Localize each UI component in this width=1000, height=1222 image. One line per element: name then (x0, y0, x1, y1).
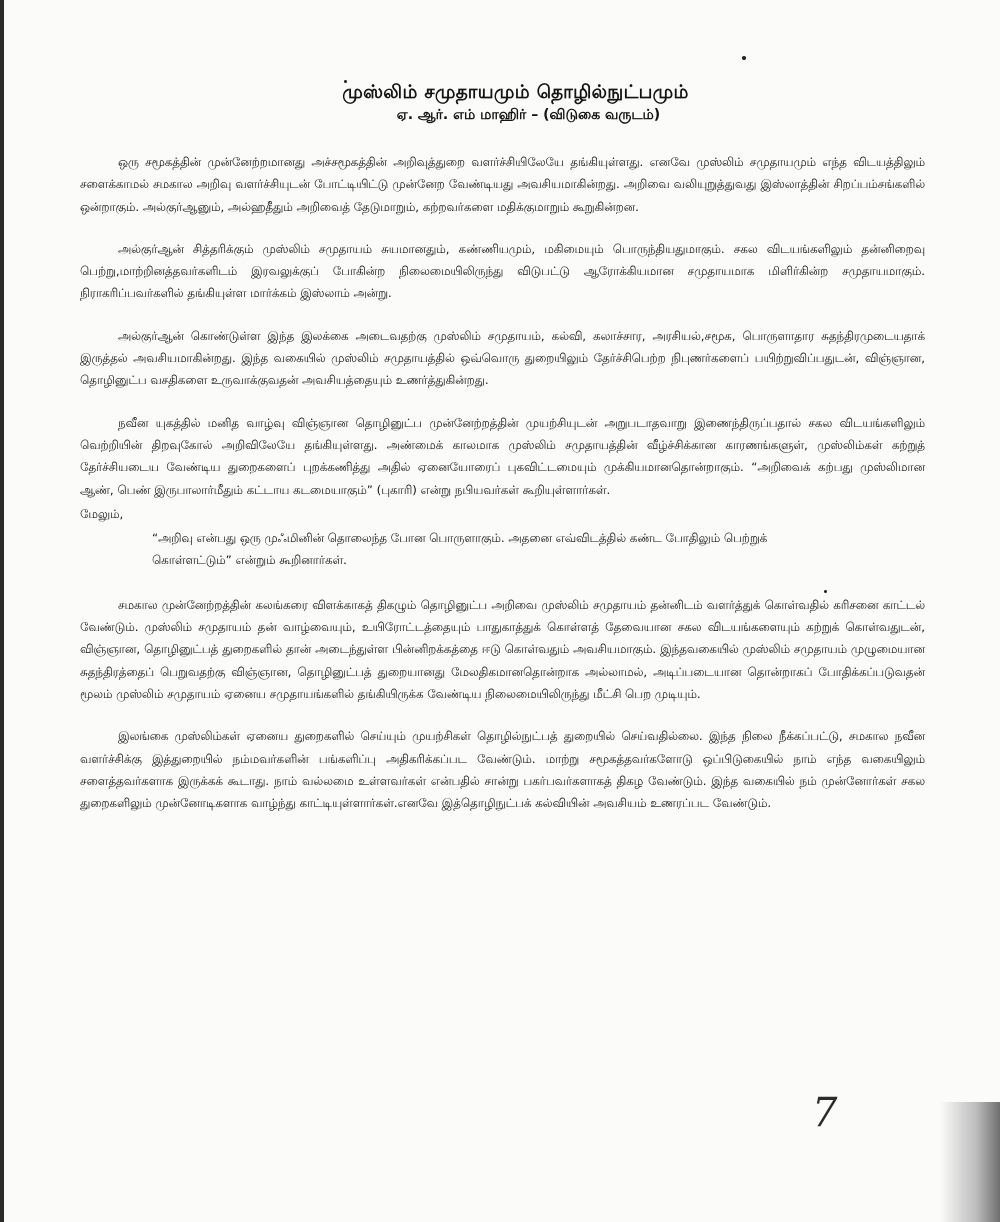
article-title: முஸ்லிம் சமுதாயமும் தொழில்நுட்பமும் (342, 82, 689, 103)
scan-edge (0, 0, 4, 1222)
paragraph-1: ஒரு சமூகத்தின் முன்னேற்றமானது அச்சமூகத்தின் அறிவுத்துறை வளர்ச்சியிலேயே தங்கியுள்ளது. எனவே முஸ்லிம் சமுதாயமும் எந்த விடயத்திலும் சளைக்காமல் சமகால அறிவு வளர்ச்சியுடன் போட்டியிட்டு முன்னேற வேண்டியது அவசியமாகின்றது. அறிவை வலியுறுத்துவது இஸ்லாத்தின் சிறப்பம்சங்களில் ஒன்றாகும். அல்குர்ஆனும், அல்ஹதீதும் அறிவைத் தேடுமாறும், கற்றவர்களை மதிக்குமாறும் கூறுகின்றன. (80, 155, 925, 214)
paragraph-4: நவீன யுகத்தில் மனித வாழ்வு விஞ்ஞான தொழினுட்ப முன்னேற்றத்தின் முயற்சியுடன் அறுபடாதவாறு இணைந்திருப்பதால் சகல விடயங்களிலும் வெற்றியின் திறவுகோல் அறிவிலேயே தங்கியுள்ளது. அண்மைக் காலமாக முஸ்லிம் சமுதாயத்தின் வீழ்ச்சிக்கான காரணங்களுள், முஸ்லிம்கள் கற்றுத் தேர்ச்சியடைய வேண்டிய துறைகளைப் புறக்கணித்து அதில் ஏனையோரைப் புகவிட்டமையும் முக்கியமானதொன்றாகும். “அறிவைக் கற்பது முஸ்லிமான ஆண், பெண் இருபாலார்மீதும் கட்டாய கடமையாகும்” (புகாரி) என்று நபியவர்கள் கூறியுள்ளார்கள். (80, 415, 926, 497)
article (80, 82, 925, 834)
paragraph-7: இலங்கை முஸ்லிம்கள் ஏனைய துறைகளில் செய்யும் முயற்சிகள் தொழில்நுட்பத் துறையில் செய்வதில்லை. இந்த நிலை நீக்கப்பட்டு, சமகால நவீன வளர்ச்சிக்கு இத்துறையில் நம்மவர்களின் பங்களிப்பு அதிகரிக்கப்பட வேண்டும். மாற்று சமூகத்தவர்களோடு ஒப்பிடுகையில் நாம் எந்த வகையிலும் சளைத்தவர்களாக இருக்கக் கூடாது. நாம் வல்லமை உள்ளவர்கள் என்பதில் சான்று பகர்பவர்களாகத் திகழ வேண்டும். இந்த வகையில் நம் முன்னோர்கள் சகல துறைகளிலும் முன்னோடிகளாக வாழ்ந்து காட்டியுள்ளார்கள்.எனவே இத்தொழிநுட்பக் கல்வியின் அவசியம் உணரப்பட வேண்டும். (80, 729, 925, 811)
paragraph-2: அல்குர்ஆன் சித்தரிக்கும் முஸ்லிம் சமுதாயம் சுயமானதும், கண்ணியமும், மகிமையும் பொருந்தியதுமாகும். சகல விடயங்களிலும் தன்னிறைவு பெற்று,மாற்றினத்தவர்களிடம் இரவலுக்குப் போகின்ற நிலைமையிலிருந்து விடுபட்டு ஆரோக்கியமான சமுதாயமாக மிளிர்கின்ற சமுதாயமாகும். நிராகரிப்பவர்களில் தங்கியுள்ள மார்க்கம் இஸ்லாம் அன்று. (80, 241, 925, 301)
scan-speck (742, 56, 746, 60)
paragraph-6: சமகால முன்னேற்றத்தின் கலங்கரை விளக்காகத் திகழும் தொழினுட்ப அறிவை முஸ்லிம் சமுதாயம் தன்னிடம் வளர்த்துக் கொள்வதில் கரிசனை காட்டல் வேண்டும். முஸ்லிம் சமுதாயம் தன் வாழ்வையும், உயிரோட்டத்தையும் பாதுகாத்துக் கொள்ளத் தேவையான சகல விடயங்களையும் கற்றுக் கொள்வதுடன், விஞ்ஞான, தொழினுட்பத் துறைகளில் தான் அடைந்துள்ள பின்னிறக்கத்தை ஈடு கொள்வதும் அவசியமாகும். இந்தவகையில் முஸ்லிம் சமுதாயம் முழுமையான சுதந்திரத்தைப் பெறுவதற்கு விஞ்ஞான, தொழினுட்பத் துறையானது மேலதிகமானதொன்றாக அல்லாமல், அடிப்படையான தொன்றாகப் போதிக்கப்படுவதன் மூலம் முஸ்லிம் சமுதாயம் ஏனைய சமுதாயங்களில் தங்கியிருக்க வேண்டிய நிலைமையிலிருந்து மீட்சி பெற முடியும். (80, 597, 925, 701)
paragraph-3: அல்குர்ஆன் கொண்டுள்ள இந்த இலக்கை அடைவதற்கு முஸ்லிம் சமுதாயம், கல்வி, கலாச்சார, அரசியல்,சமூக, பொருளாதார சுதந்திரமுடையதாக் இருத்தல் அவசியமாகின்றது. இந்த வகையில் முஸ்லிம் சமுதாயத்தில் ஒவ்வொரு துறையிலும் தேர்ச்சிபெற்ற நிபுணர்களைப் பயிற்றுவிப்பதுடன், விஞ்ஞான, தொழினுட்ப வசதிகளை உருவாக்குவதன் அவசியத்தையும் உணர்த்துகின்றது. (80, 328, 925, 388)
article-author: ஏ. ஆர். எம் மாஹிர் – (விடுகை வருடம்) (396, 107, 661, 123)
paragraph-5: மேலும், (80, 506, 124, 521)
page-number: 7 (812, 1090, 838, 1136)
page-curl-shadow (940, 1102, 1000, 1222)
hadith-quote: “அறிவு என்பது ஒரு முஃமினின் தொலைந்த போன பொருளாகும். அதனை எவ்விடத்தில் கண்ட போதிலும் பெற்றுக் கொள்ளட்டும்” என்றும் கூறினார்கள். (152, 531, 768, 568)
